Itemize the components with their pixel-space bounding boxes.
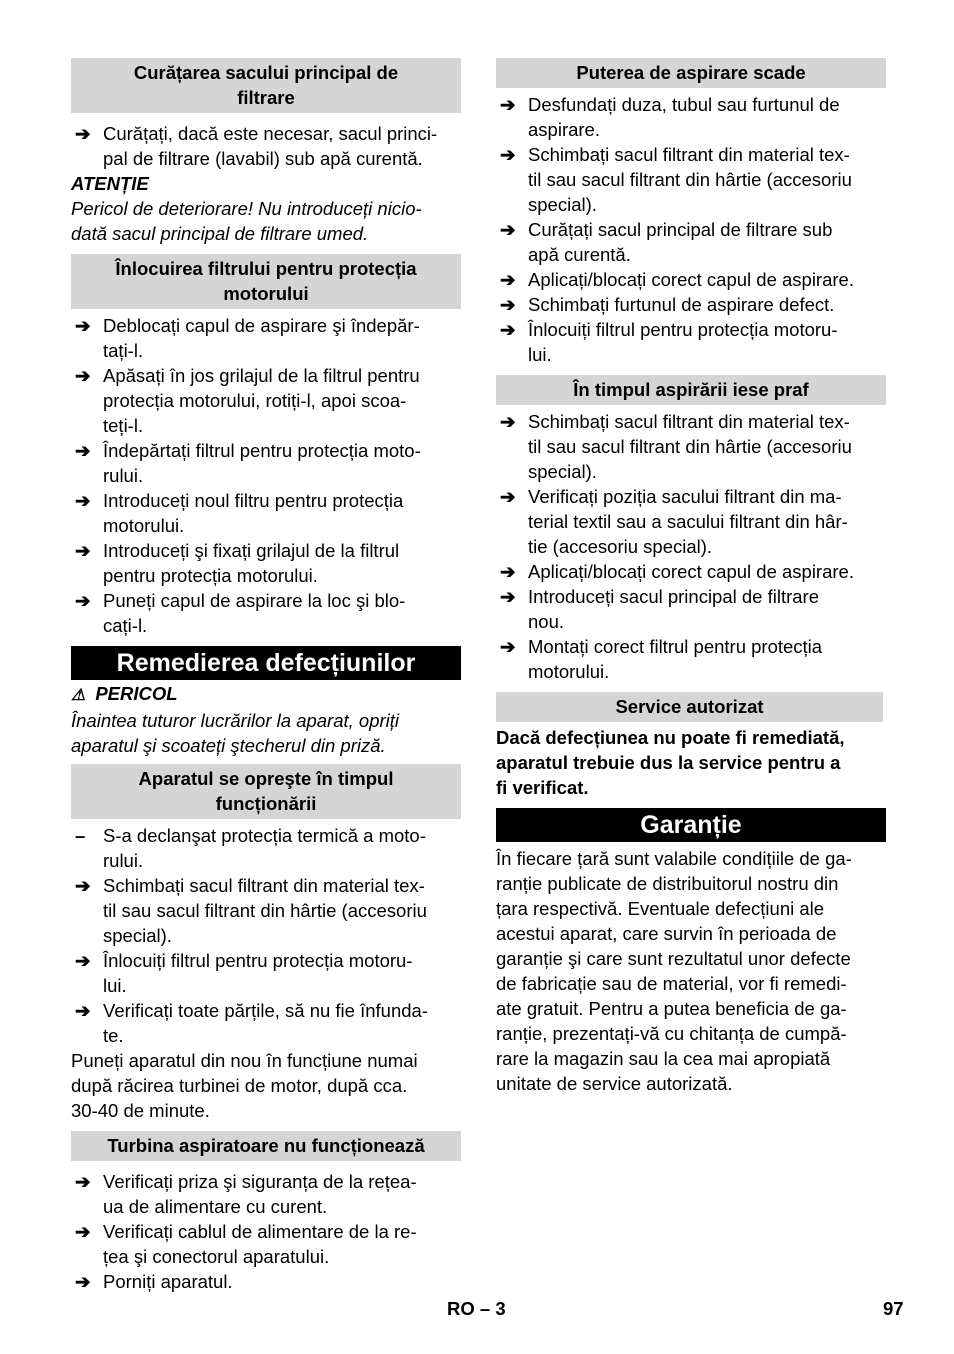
footer-section-code: RO – 3 [447,1298,506,1319]
list-item-line: Aplicați/blocați corect capul de aspirare. [528,561,854,582]
list-item-line: Introduceți şi fixați grilajul de la filtrul [103,540,400,561]
arrow-bullet-icon: ➔ [75,1221,91,1242]
list-item-line: te. [103,1025,124,1046]
service-line: aparatul trebuie dus la service pentru a [496,752,841,773]
list-item-line: Curățați sacul principal de filtrare sub [528,219,833,240]
list-item [496,142,886,217]
warranty-text [496,846,886,1096]
list-item [71,438,461,488]
warranty-line: ate gratuit. Pentru a putea beneficia de ga- [496,998,847,1019]
arrow-bullet-icon: ➔ [75,540,91,561]
list-item-line: lui. [528,344,552,365]
arrow-bullet-icon: ➔ [75,875,91,896]
list-item [71,488,461,538]
list-item-line: țea şi conectorul aparatului. [103,1246,330,1267]
list-item [71,1269,461,1294]
list-item-line: rului. [103,850,144,871]
list-item-line: til sau sacul filtrant din hârtie (accesoriu [103,900,427,921]
list-item [71,121,461,171]
heading-line: Curățarea sacului principal de [133,62,399,83]
warranty-line: rare la magazin sau la cea mai apropiată [496,1048,831,1069]
danger-text [71,708,461,758]
list-item [496,292,886,317]
list-item [71,1219,461,1269]
list-item [496,409,886,484]
list-item-line: Schimbați sacul filtrant din material tex- [103,875,425,896]
danger-label [71,681,461,708]
list-item [71,363,461,438]
list-item [71,538,461,588]
list-item-line: Verificați priza şi siguranța de la rețea- [103,1171,417,1192]
attention-text [71,196,461,246]
warranty-line: acestui aparat, care survin în perioada de [496,923,837,944]
arrow-bullet-icon: ➔ [500,144,516,165]
list-item-line: Apăsați în jos grilajul de la filtrul pentru [103,365,420,386]
danger-label-text: PERICOL [95,683,178,704]
service-line: fi verificat. [496,777,589,798]
list-item-line: protecția motorului, rotiți-l, apoi scoa- [103,390,407,411]
list-item-line: rului. [103,465,144,486]
arrow-bullet-icon: ➔ [75,590,91,611]
list-item [71,588,461,638]
section-heading-turbine: Turbina aspiratoare nu funcționează [71,1131,461,1161]
arrow-bullet-icon: ➔ [500,486,516,507]
warranty-line: unitate de service autorizată. [496,1073,733,1094]
arrow-bullet-icon: ➔ [500,561,516,582]
motor-filter-steps [71,313,461,638]
list-item [71,823,461,873]
warranty-line: În fiecare țară sunt valabile condițiile de ga- [496,848,852,869]
list-item-line: Introduceți sacul principal de filtrare [528,586,820,607]
list-item-line: Curățați, dacă este necesar, sacul princi- [103,123,438,144]
arrow-bullet-icon: ➔ [500,269,516,290]
warranty-line: țara respectivă. Eventuale defecțiuni ale [496,898,825,919]
heading-line: Aparatul se opreşte în timpul [138,768,394,789]
list-item-line: til sau sacul filtrant din hârtie (accesoriu [528,169,852,190]
chapter-heading-troubleshooting: Remedierea defecțiunilor [71,646,461,680]
list-item-line: Înlocuiți filtrul pentru protecția motoru- [103,950,413,971]
list-item-line: pentru protecția motorului. [103,565,318,586]
list-item-line: Aplicați/blocați corect capul de aspirare. [528,269,854,290]
right-column [496,58,886,1096]
list-item-line: special). [528,194,597,215]
arrow-bullet-icon: ➔ [500,319,516,340]
arrow-bullet-icon: ➔ [500,219,516,240]
heading-line: motorului [223,283,309,304]
arrow-bullet-icon: ➔ [75,315,91,336]
section-heading-dust: În timpul aspirării iese praf [496,375,886,405]
list-item-line: tați-l. [103,340,144,361]
list-item-line: Porniți aparatul. [103,1271,233,1292]
suction-power-steps [496,92,886,367]
list-item-line: Montați corect filtrul pentru protecția [528,636,823,657]
heading-line: filtrare [237,87,295,108]
list-item [496,634,886,684]
list-item-line: til sau sacul filtrant din hârtie (accesoriu [528,436,852,457]
attention-label: ATENȚIE [71,173,149,194]
arrow-bullet-icon: ➔ [75,490,91,511]
arrow-bullet-icon: ➔ [500,636,516,657]
section-heading-main-filter-cleaning [71,58,461,113]
list-item-line: Introduceți noul filtru pentru protecția [103,490,404,511]
list-item [71,313,461,363]
list-item-line: special). [528,461,597,482]
heading-line: funcționării [215,793,317,814]
arrow-bullet-icon: ➔ [75,950,91,971]
list-item [71,998,461,1048]
arrow-bullet-icon: ➔ [75,365,91,386]
device-stops-steps [71,823,461,1048]
list-item [496,584,886,634]
arrow-bullet-icon: ➔ [500,294,516,315]
left-column [71,58,461,1294]
list-item-line: Verificați toate părțile, să nu fie înfunda- [103,1000,428,1021]
warranty-line: ranție publicate de distribuitorul nostru din [496,873,839,894]
list-item-line: Îndepărtați filtrul pentru protecția moto- [103,440,421,461]
list-item-line: ua de alimentare cu curent. [103,1196,328,1217]
list-item-line: Verificați cablul de alimentare de la re- [103,1221,417,1242]
list-item-line: Puneți capul de aspirare la loc şi blo- [103,590,406,611]
attention-line: dată sacul principal de filtrare umed. [71,223,369,244]
list-item [496,92,886,142]
list-item [71,948,461,998]
turbine-steps [71,1169,461,1294]
warning-triangle-icon: ⚠ [71,687,86,704]
note-line: după răcirea turbinei de motor, după cca. [71,1075,408,1096]
attention-line: Pericol de deteriorare! Nu introduceți nicio- [71,198,422,219]
list-item-line: Schimbați furtunul de aspirare defect. [528,294,835,315]
list-item [496,559,886,584]
arrow-bullet-icon: ➔ [75,1000,91,1021]
list-item-line: motorului. [528,661,610,682]
list-item [496,217,886,267]
section-heading-suction-power: Puterea de aspirare scade [496,58,886,88]
arrow-bullet-icon: ➔ [500,586,516,607]
list-item-line: Desfundați duza, tubul sau furtunul de [528,94,840,115]
heading-line: Înlocuirea filtrului pentru protecția [115,258,417,279]
list-item-line: apă curentă. [528,244,631,265]
warranty-line: de fabricație sau de material, vor fi remedi- [496,973,847,994]
arrow-bullet-icon: ➔ [75,123,91,144]
warranty-line: garanție şi care sunt rezultatul unor defecte [496,948,851,969]
service-text [496,725,886,800]
arrow-bullet-icon: ➔ [500,411,516,432]
list-item [496,484,886,559]
list-item [496,317,886,367]
list-item-line: nou. [528,611,565,632]
list-item [496,267,886,292]
arrow-bullet-icon: ➔ [75,1271,91,1292]
danger-line: aparatul şi scoateți ştecherul din priză. [71,735,386,756]
dash-bullet: – [75,825,86,846]
arrow-bullet-icon: ➔ [500,94,516,115]
list-item-line: Deblocați capul de aspirare şi îndepăr- [103,315,420,336]
main-filter-steps [71,121,461,171]
section-heading-service: Service autorizat [496,692,883,722]
arrow-bullet-icon: ➔ [75,440,91,461]
restart-note [71,1048,461,1123]
list-item [71,873,461,948]
list-item-line: Schimbați sacul filtrant din material tex- [528,411,850,432]
warranty-line: ranție, prezentați-vă cu chitanța de cumpă- [496,1023,847,1044]
section-heading-motor-filter [71,254,461,309]
list-item-line: tie (accesoriu special). [528,536,713,557]
list-item-line: Schimbați sacul filtrant din material tex- [528,144,850,165]
list-item-line: lui. [103,975,127,996]
note-line: Puneți aparatul din nou în funcțiune numai [71,1050,418,1071]
list-item [71,1169,461,1219]
list-item-line: S-a declanşat protecția termică a moto- [103,825,426,846]
list-item-line: pal de filtrare (lavabil) sub apă curentă. [103,148,423,169]
dust-steps [496,409,886,684]
list-item-line: teți-l. [103,415,144,436]
section-heading-device-stops [71,764,461,819]
list-item-line: cați-l. [103,615,148,636]
list-item-line: motorului. [103,515,185,536]
page-number: 97 [883,1298,904,1319]
list-item-line: Înlocuiți filtrul pentru protecția motoru- [528,319,838,340]
list-item-line: terial textil sau a sacului filtrant din hâr- [528,511,848,532]
list-item-line: aspirare. [528,119,600,140]
note-line: 30-40 de minute. [71,1100,210,1121]
list-item-line: Verificați poziția sacului filtrant din ma- [528,486,842,507]
chapter-heading-warranty: Garanție [496,808,886,842]
arrow-bullet-icon: ➔ [75,1171,91,1192]
service-line: Dacă defecțiunea nu poate fi remediată, [496,727,845,748]
list-item-line: special). [103,925,172,946]
danger-line: Înaintea tuturor lucrărilor la aparat, opriți [71,710,400,731]
